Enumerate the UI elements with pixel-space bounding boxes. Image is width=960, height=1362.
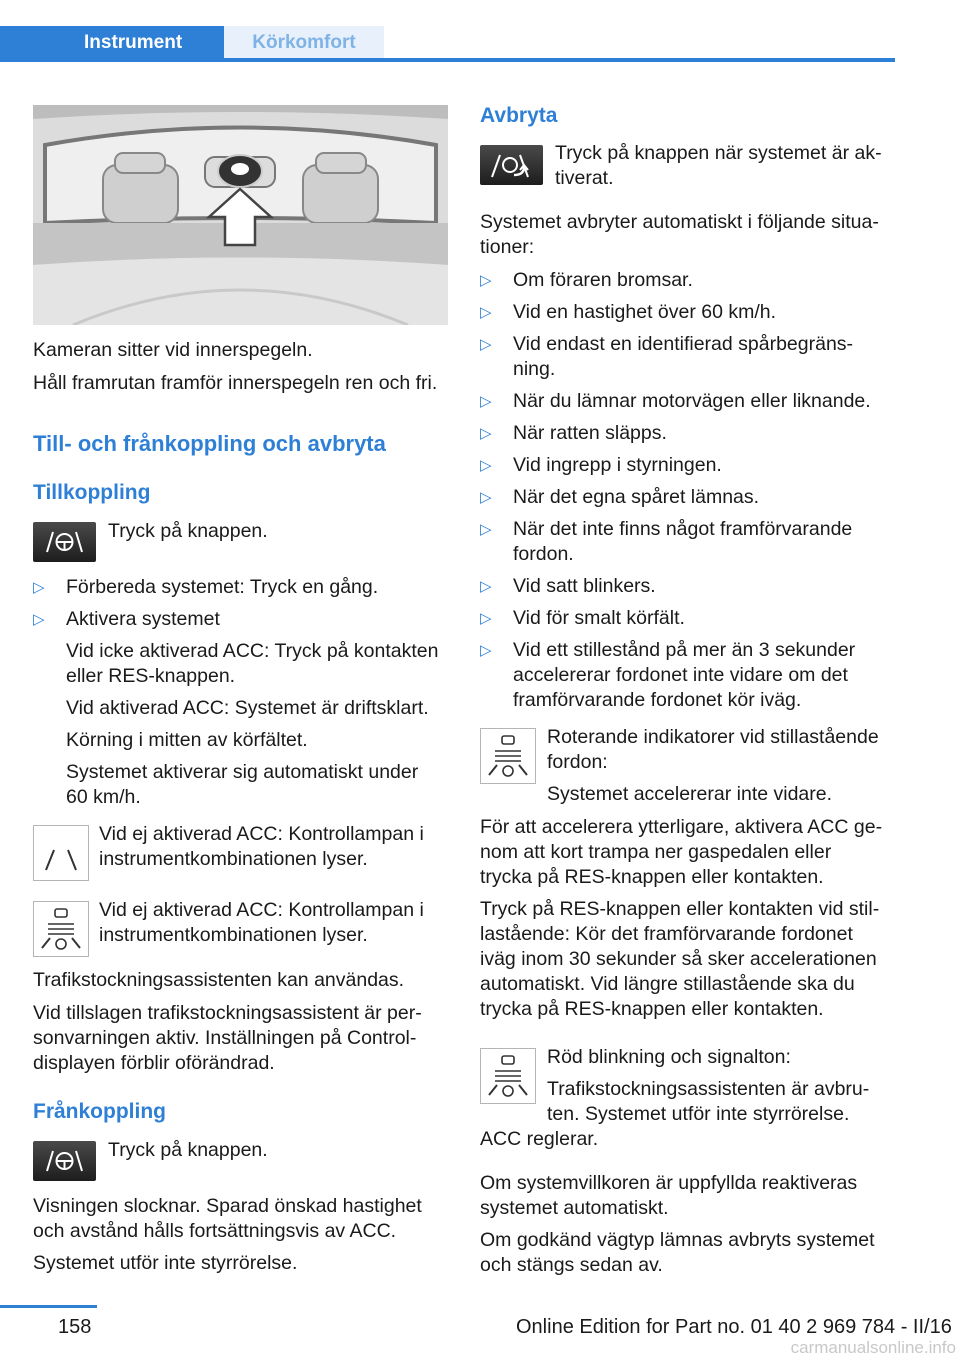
cancel-condition-item: När det egna spåret lämnas. — [513, 486, 760, 508]
header-tabbar — [0, 26, 895, 62]
icon-rotating-text: Systemet accelererar inte vidare. — [547, 783, 833, 805]
cancel-condition-item: Vid ett stillestånd på mer än 3 sekunder — [513, 639, 856, 661]
icon1-text: instrumentkombinationen lyser. — [99, 848, 368, 870]
steering-assist-button-icon — [33, 1141, 96, 1181]
red-blink-text: Trafikstockningsassistenten är avbru‐ — [547, 1078, 870, 1100]
bullet-marker: ▷ — [480, 642, 492, 659]
bullet-marker: ▷ — [480, 457, 492, 474]
cancel-condition-item: ning. — [513, 358, 556, 380]
icon2-text: instrumentkombinationen lyser. — [99, 924, 368, 946]
avbryta-intro: Systemet avbryter automatiskt i följande situa‐ — [480, 211, 879, 233]
bullet-marker: ▷ — [480, 578, 492, 595]
bullet-activate-text: eller RES-knappen. — [66, 665, 236, 687]
cancel-condition-item: fordon. — [513, 543, 574, 565]
traffic-assist-warning: sonvarningen aktiv. Inställningen på Control‐ — [33, 1027, 417, 1049]
standstill-text: iväg inom 30 sekunder så sker accelerationen — [480, 948, 877, 970]
caption-windshield: Håll framrutan framför innerspegeln ren och fri. — [33, 372, 438, 394]
traffic-assist-warning: displayen förblir oförändrad. — [33, 1052, 275, 1074]
bullet-marker: ▷ — [480, 610, 492, 627]
cancel-condition-item: framförvarande fordonet kör iväg. — [513, 689, 802, 711]
standstill-text: Tryck på RES-knappen eller kontakten vid stil‐ — [480, 898, 880, 920]
heading-frankoppling: Frånkoppling — [33, 1100, 166, 1123]
traffic-jam-assist-red-indicator-icon — [480, 1048, 536, 1104]
section-title: Till- och frånkoppling och avbryta — [33, 431, 386, 456]
caption-camera: Kameran sitter vid innerspegeln. — [33, 339, 313, 361]
road-type-text: och stängs sedan av. — [480, 1254, 663, 1276]
bullet-activate-title: Aktivera systemet — [66, 608, 220, 630]
cancel-condition-item: När det inte finns något framförvarande — [513, 518, 853, 540]
red-blink-text: ten. Systemet utför inte styrrörelse. — [547, 1103, 850, 1125]
frankoppling-text: Systemet utför inte styrrörelse. — [33, 1252, 298, 1274]
footer-rule — [0, 1305, 97, 1308]
red-blink-text: ACC reglerar. — [480, 1128, 599, 1150]
bullet-activate-text: Vid icke aktiverad ACC: Tryck på kontakten — [66, 640, 439, 662]
cancel-condition-item: accelererar fordonet inte vidare om det — [513, 664, 848, 686]
bullet-activate-text: Vid aktiverad ACC: Systemet är driftsklart. — [66, 697, 429, 719]
traffic-assist-available: Trafikstockningsassistenten kan användas. — [33, 969, 405, 991]
cancel-condition-item: Vid satt blinkers. — [513, 575, 656, 597]
frankoppling-press: Tryck på knappen. — [108, 1139, 268, 1161]
traffic-jam-assist-indicator-icon — [480, 728, 536, 784]
tab-korkomfort[interactable]: Körkomfort — [224, 26, 384, 62]
bullet-marker: ▷ — [33, 611, 45, 628]
edition-info: Online Edition for Part no. 01 40 2 969 784 - II/16 — [516, 1316, 952, 1338]
traffic-jam-assist-indicator-icon — [33, 901, 89, 957]
frankoppling-text: och avstånd hålls fortsättningsvis av ACC. — [33, 1220, 397, 1242]
lane-lines-indicator-icon — [33, 825, 89, 881]
page-number: 158 — [58, 1316, 92, 1338]
bullet-prepare: Förbereda systemet: Tryck en gång. — [66, 576, 379, 598]
road-type-text: Om godkänd vägtyp lämnas avbryts systemet — [480, 1229, 875, 1251]
red-blink-text: Röd blinkning och signalton: — [547, 1046, 791, 1068]
cancel-condition-item: Vid endast en identifierad spårbegräns‐ — [513, 333, 854, 355]
avbryta-press: Tryck på knappen när systemet är ak‐ — [555, 142, 882, 164]
avbryta-press: tiverat. — [555, 167, 614, 189]
standstill-text: lastående: Kör det framförvarande fordonet — [480, 923, 853, 945]
bullet-marker: ▷ — [33, 579, 45, 596]
standstill-text: trycka på RES-knappen eller kontakten. — [480, 998, 824, 1020]
icon-rotating-text: fordon: — [547, 751, 608, 773]
watermark: carmanualsonline.info — [790, 1338, 956, 1357]
cancel-condition-item: När du lämnar motorvägen eller liknande. — [513, 390, 871, 412]
icon2-text: Vid ej aktiverad ACC: Kontrollampan i — [99, 899, 424, 921]
bullet-marker: ▷ — [480, 489, 492, 506]
reactivate-text: systemet automatiskt. — [480, 1197, 669, 1219]
bullet-activate-text: Körning i mitten av körfältet. — [66, 729, 308, 751]
cancel-condition-item: Om föraren bromsar. — [513, 269, 693, 291]
bullet-marker: ▷ — [480, 393, 492, 410]
standstill-text: automatiskt. Vid längre stillastående ska du — [480, 973, 855, 995]
bullet-marker: ▷ — [480, 336, 492, 353]
rear-window-illustration — [33, 105, 448, 325]
reactivate-text: Om systemvillkoren är uppfyllda reaktiveras — [480, 1172, 858, 1194]
bullet-activate-text: 60 km/h. — [66, 786, 141, 808]
icon-rotating-text: Roterande indikatorer vid stillastående — [547, 726, 879, 748]
cancel-condition-item: Vid för smalt körfält. — [513, 607, 685, 629]
heading-avbryta: Avbryta — [480, 104, 558, 127]
icon1-text: Vid ej aktiverad ACC: Kontrollampan i — [99, 823, 424, 845]
heading-tillkoppling: Tillkoppling — [33, 481, 151, 504]
frankoppling-text: Visningen slocknar. Sparad önskad hastighet — [33, 1195, 422, 1217]
accelerate-text: nom att kort trampa ner gaspedalen eller — [480, 841, 832, 863]
accelerate-text: trycka på RES-knappen eller kontakten. — [480, 866, 824, 888]
tillkoppling-press: Tryck på knappen. — [108, 520, 268, 542]
cancel-condition-item: Vid ingrepp i styrningen. — [513, 454, 722, 476]
camera-location-photo — [33, 105, 448, 325]
avbryta-intro: tioner: — [480, 236, 535, 258]
bullet-marker: ▷ — [480, 304, 492, 321]
cancel-assist-button-icon — [480, 145, 543, 185]
header-rule — [0, 58, 895, 62]
bullet-marker: ▷ — [480, 425, 492, 442]
bullet-activate-text: Systemet aktiverar sig automatiskt under — [66, 761, 419, 783]
accelerate-text: För att accelerera ytterligare, aktivera ACC ge‐ — [480, 816, 883, 838]
steering-assist-button-icon — [33, 522, 96, 562]
bullet-marker: ▷ — [480, 521, 492, 538]
cancel-condition-item: När ratten släpps. — [513, 422, 667, 444]
tab-instrument[interactable]: Instrument — [0, 26, 224, 62]
traffic-assist-warning: Vid tillslagen trafikstockningsassistent är per‐ — [33, 1002, 422, 1024]
cancel-condition-item: Vid en hastighet över 60 km/h. — [513, 301, 777, 323]
bullet-marker: ▷ — [480, 272, 492, 289]
